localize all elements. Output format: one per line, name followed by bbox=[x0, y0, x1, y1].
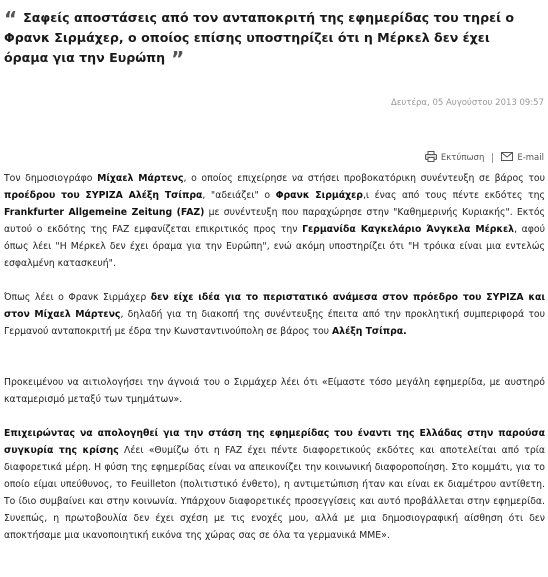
article-paragraph bbox=[4, 425, 545, 544]
bold-text-run: δεν είχε ιδέα για το περιστατικό ανάμεσα στον πρόεδρο του ΣΥΡΙΖΑ και στον Μίχαελ Μάρτενς bbox=[4, 292, 546, 320]
article-paragraph bbox=[4, 289, 545, 340]
bold-text-run: Φρανκ Σιρμάχερ bbox=[275, 190, 363, 201]
print-label: Εκτύπωση bbox=[440, 153, 485, 163]
email-label: E-mail bbox=[517, 153, 544, 163]
print-button[interactable] bbox=[425, 151, 484, 165]
text-run: ,ι ένας από τους πέντε εκδότες της bbox=[362, 190, 545, 201]
article-tools bbox=[425, 151, 544, 165]
text-run: Όπως λέει ο Φρανκ Σιρμάχερ bbox=[4, 292, 151, 303]
bold-text-run: Frankfurter Allgemeine Zeitung (FAZ) bbox=[4, 207, 205, 218]
bold-text-run: Γερμανίδα Καγκελάριο Άνγκελα Μέρκελ bbox=[302, 224, 515, 235]
text-run: , ο οποίος επιχείρησε να στήσει προβοκατόρικη συνέντευξη σε βάρος του bbox=[183, 173, 545, 184]
bold-text-run: Μίχαελ Μάρτενς bbox=[97, 173, 184, 184]
text-run: , αφού όπως λέει "Η Μέρκελ δεν έχει όραμα για την Ευρώπη", ενώ ακόμη υποστηρίζει ότι "Η τρόικα είναι μια εντελώς εσφαλμένη κατασκευή". bbox=[4, 224, 545, 269]
article-paragraph bbox=[4, 170, 545, 272]
article-paragraph bbox=[4, 374, 545, 408]
publish-date: Δευτέρα, 05 Αυγούστου 2013 09:57 bbox=[391, 98, 544, 108]
text-run: Προκειμένου να αιτιολογήσει την άγνοιά του ο Σιρμάχερ λέει ότι «Είμαστε τόσο μεγάλη εφημερίδα, με αυστηρό καταμερισμό μεταξύ των τμημάτων». bbox=[4, 377, 545, 405]
headline-text: Σαφείς αποστάσεις από τον ανταποκριτή της εφημερίδας του τηρεί ο Φρανκ Σιρμάχερ, ο οποίος επίσης υποστηρίζει ότι η Μέρκελ δεν έχει όραμα για την Ευρώπη bbox=[4, 10, 515, 65]
envelope-icon bbox=[501, 152, 513, 164]
article-headline bbox=[4, 7, 532, 71]
text-run: Λέει «Θυμίζω ότι η FAZ έχει πέντε διαφορετικούς εκδότες και αποτελείται από τρία διαφορετικά μέρη. Η φύση της εφημερίδας είναι να απεικονίζει την κοινωνική διαφοροποίηση. Στο κομμάτι, για το οποίο είμαι υπεύθυνος, το Feuilleton (πολιτιστικό ένθετο), η αντιμετώπιση ήταν και είναι εκ διαμέτρου αντίθετη. Το ίδιο συμβαίνει και στην κοινωνία. Υπάρχουν διαφορετικές προσεγγίσεις και αυτό προβάλλεται στην εφημερίδα. Συνεπώς, η πρωτοβουλία δεν έχει σχέση με τις ενοχές μου, αλλά με μια δημοσιογραφική αίσθηση ότι δεν αποκτήσαμε μια ικανοποιητική εικόνα της χώρας σας σε όλα τα γερμανικά ΜΜΕ». bbox=[4, 445, 546, 541]
text-run: Τον δημοσιογράφο bbox=[4, 173, 98, 184]
tool-divider bbox=[492, 153, 493, 163]
bold-text-run: προέδρου του ΣΥΡΙΖΑ Αλέξη Τσίπρα bbox=[4, 190, 203, 201]
text-run: , δηλαδή για τη διακοπή της συνέντευξης έπειτα από την προκλητική συμπεριφορά του Γερμανού ανταποκριτή με έδρα την Κωνσταντινούπολη σε βάρος του bbox=[4, 309, 545, 337]
close-quote-icon: ” bbox=[171, 47, 185, 71]
text-run: με συνέντευξη που παραχώρησε στην "Καθημερινής Κυριακής". Εκτός αυτού ο εκδότης της FAZ εμφανίζεται επικριτικός προς την bbox=[4, 207, 545, 235]
printer-icon bbox=[425, 151, 437, 165]
open-quote-icon: “ bbox=[4, 7, 18, 31]
email-button[interactable] bbox=[501, 152, 544, 164]
bold-text-run: Επιχειρώντας να απολογηθεί για την στάση της εφημερίδας του έναντι της Ελλάδας στην παρούσα συγκυρία της κρίσης bbox=[4, 428, 545, 456]
text-run: , "αδειάζει" ο bbox=[202, 190, 276, 201]
bold-text-run: Αλέξη Τσίπρα. bbox=[331, 326, 407, 337]
